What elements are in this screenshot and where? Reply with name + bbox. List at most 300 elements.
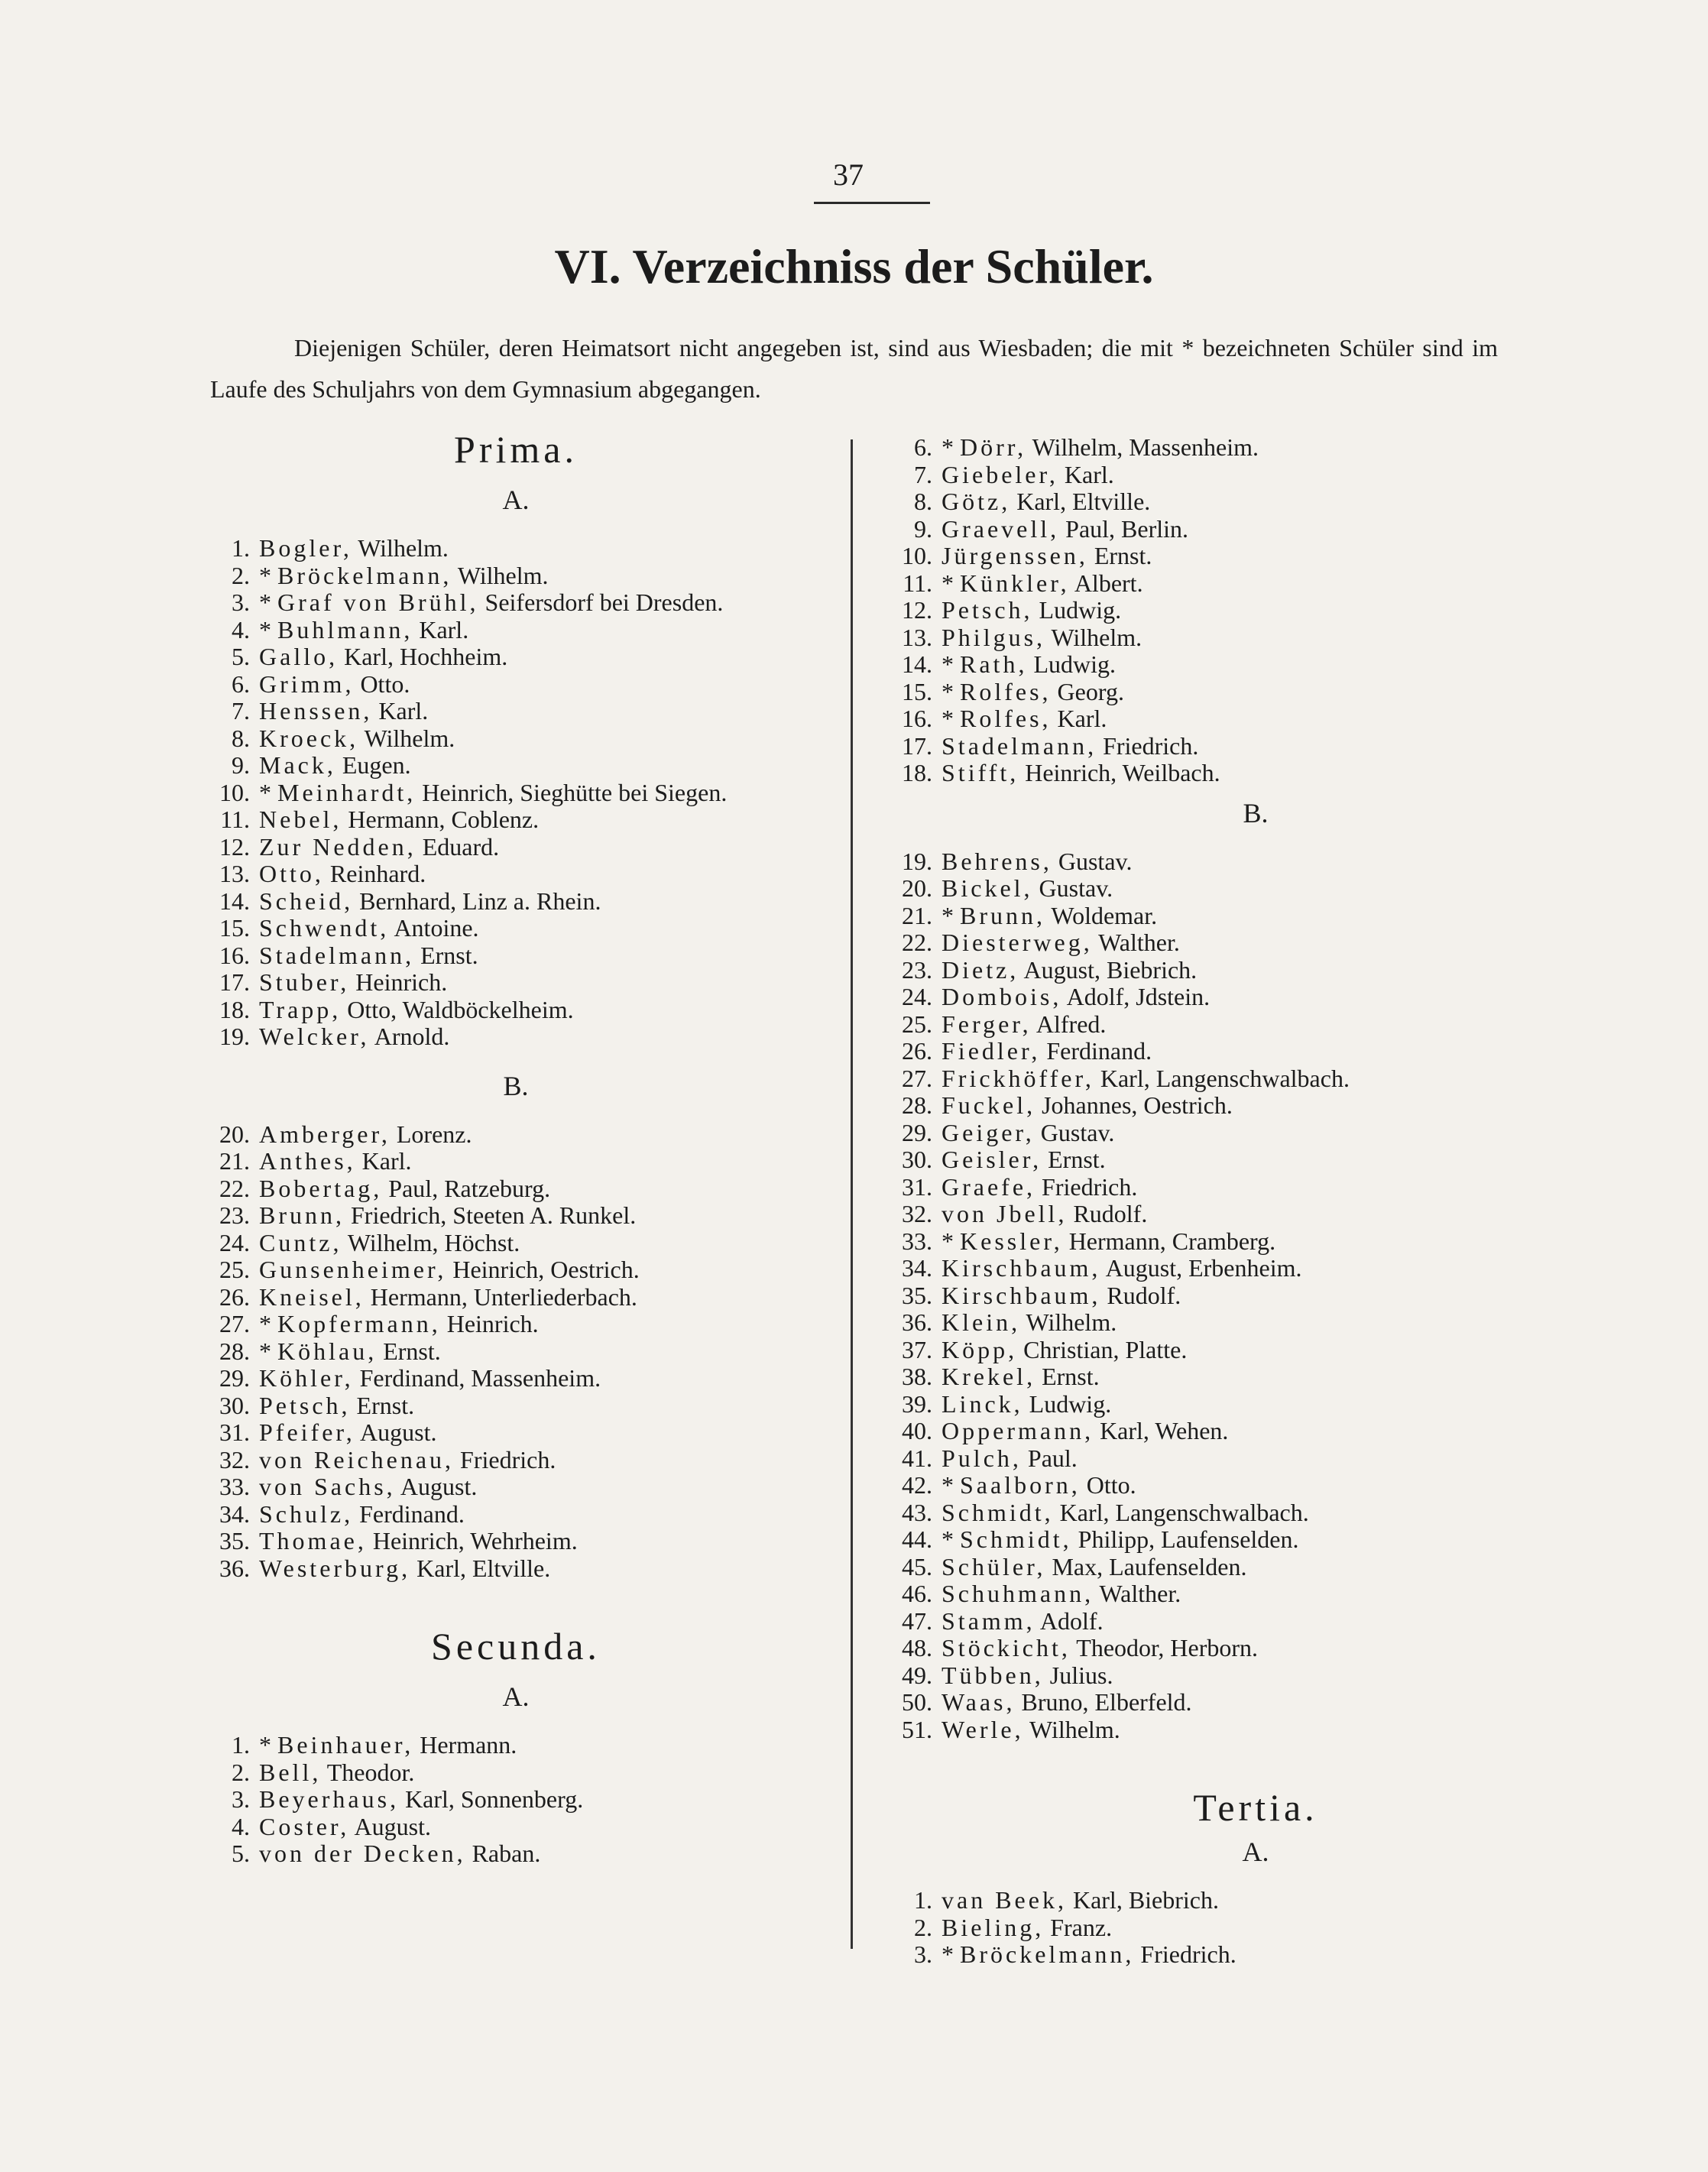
student-entry [893, 488, 1504, 516]
entry-number: 34. [219, 1499, 250, 1528]
student-details: Karl, Biebrich. [1066, 1886, 1219, 1914]
entry-number: 11. [903, 569, 932, 597]
student-surname: Philgus, [942, 623, 1046, 651]
withdrawn-mark: * [942, 650, 960, 678]
entry-number: 8. [914, 488, 932, 515]
student-entry [893, 679, 1504, 706]
entry-number: 10. [902, 542, 932, 569]
student-entry [210, 1392, 822, 1420]
entry-number: 33. [219, 1473, 250, 1500]
student-surname: von der Decken, [259, 1840, 466, 1867]
student-details: Ernst. [350, 1391, 415, 1419]
student-details: Ludwig. [1032, 596, 1122, 624]
student-details: Adolf. [1035, 1606, 1104, 1635]
withdrawn-mark: * [259, 1731, 277, 1759]
entry-number: 13. [219, 860, 250, 887]
student-entry [893, 1445, 1504, 1473]
entry-number: 45. [902, 1552, 932, 1580]
student-surname: Petsch, [259, 1391, 351, 1419]
student-details: Ernst. [1042, 1146, 1106, 1173]
student-details: August, Erbenheim. [1100, 1254, 1302, 1282]
student-surname: Giebeler, [942, 460, 1058, 488]
entry-number: 21. [902, 901, 932, 929]
student-entry [210, 888, 822, 916]
student-surname: Petsch, [942, 596, 1033, 624]
student-details: Karl. [355, 1147, 412, 1175]
entry-number: 39. [902, 1389, 932, 1418]
student-details: Karl, Eltville. [1010, 488, 1151, 515]
student-details: Karl, Hochheim. [338, 643, 508, 670]
student-entry [210, 915, 822, 942]
student-entry [210, 1501, 822, 1529]
student-entry [893, 984, 1504, 1011]
student-entry [210, 752, 822, 780]
student-surname: Trapp, [259, 995, 342, 1023]
entry-number: 43. [902, 1498, 932, 1526]
entry-number: 5. [232, 643, 250, 670]
student-entry [893, 1038, 1504, 1065]
student-surname: Gallo, [259, 643, 339, 670]
entry-number: 28. [902, 1091, 932, 1119]
student-surname: Kessler, [960, 1227, 1063, 1255]
right-column [893, 434, 1504, 1969]
student-surname: Götz, [942, 488, 1011, 515]
student-entry [893, 1689, 1504, 1717]
student-details: Wilhelm, Höchst. [342, 1228, 520, 1256]
student-details: Karl. [1058, 460, 1114, 488]
entry-number: 14. [219, 887, 250, 915]
entry-number: 34. [902, 1254, 932, 1282]
student-details: Walther. [1094, 1580, 1181, 1607]
student-details: Woldemar. [1045, 901, 1158, 929]
entry-number: 36. [219, 1554, 250, 1582]
entry-number: 4. [232, 1812, 250, 1840]
student-entry [210, 1148, 822, 1175]
student-entry [893, 1887, 1504, 1914]
student-surname: Künkler, [960, 569, 1070, 597]
entry-number: 6. [232, 669, 250, 698]
entry-number: 7. [914, 460, 932, 488]
student-entry [210, 725, 822, 753]
student-surname: Diesterweg, [942, 929, 1093, 956]
withdrawn-mark: * [259, 615, 277, 643]
student-details: Reinhard. [323, 860, 426, 887]
tertia-heading: Tertia. [1193, 1786, 1318, 1829]
student-entry [210, 1473, 822, 1501]
student-details: Heinrich, Wehrheim. [366, 1527, 578, 1554]
student-entry [893, 1363, 1504, 1391]
student-entry [210, 617, 822, 644]
student-entry [210, 1365, 822, 1392]
entry-number: 16. [219, 941, 250, 969]
student-entry [210, 834, 822, 861]
student-entry [893, 1580, 1504, 1608]
withdrawn-mark: * [942, 1471, 960, 1499]
student-surname: Bell, [259, 1758, 322, 1786]
student-surname: Bickel, [942, 874, 1033, 902]
student-entry [210, 969, 822, 997]
student-entry [893, 929, 1504, 957]
entry-number: 25. [219, 1256, 250, 1283]
student-entry [210, 942, 822, 970]
student-surname: Linck, [942, 1389, 1023, 1418]
student-details: Karl. [1051, 705, 1107, 732]
student-entry [210, 780, 822, 807]
tertia-a-list [893, 1887, 1504, 1969]
withdrawn-mark: * [942, 1525, 960, 1553]
entry-number: 15. [902, 677, 932, 705]
student-surname: Schüler, [942, 1552, 1046, 1580]
student-entry [210, 1311, 822, 1338]
student-details: Julius. [1043, 1661, 1113, 1689]
student-surname: Schuhmann, [942, 1580, 1094, 1607]
student-entry [893, 1092, 1504, 1120]
student-details: Raban. [465, 1840, 541, 1867]
student-entry [893, 903, 1504, 930]
student-entry [893, 624, 1504, 652]
student-details: August. [349, 1812, 431, 1840]
student-details: Eduard. [416, 832, 500, 861]
student-surname: Meinhardt, [277, 778, 416, 806]
student-details: Wilhelm. [1023, 1715, 1120, 1743]
student-details: August. [395, 1473, 478, 1500]
withdrawn-mark: * [942, 1940, 960, 1968]
student-entry [893, 1499, 1504, 1527]
student-entry [210, 1419, 822, 1447]
left-column [210, 425, 822, 1868]
student-details: Franz. [1044, 1913, 1113, 1941]
student-surname: Amberger, [259, 1120, 391, 1148]
student-surname: von Sachs, [259, 1473, 396, 1500]
student-details: Paul, Berlin. [1059, 514, 1189, 543]
secunda-a-heading: A. [502, 1681, 530, 1712]
student-entry [893, 848, 1504, 876]
student-entry [893, 1201, 1504, 1228]
student-entry [893, 543, 1504, 570]
entry-number: 6. [914, 433, 932, 461]
student-details: Eugen. [335, 751, 411, 779]
entry-number: 16. [902, 705, 932, 732]
entry-number: 2. [232, 1758, 250, 1786]
entry-number: 38. [902, 1363, 932, 1390]
student-surname: Bröckelmann, [277, 561, 452, 589]
student-surname: Nebel, [259, 806, 342, 833]
entry-number: 1. [232, 534, 250, 562]
entry-number: 12. [902, 596, 932, 624]
student-surname: Stadelmann, [259, 941, 415, 969]
student-surname: Bieling, [942, 1913, 1045, 1941]
student-details: Alfred. [1031, 1010, 1107, 1038]
student-surname: Anthes, [259, 1147, 356, 1175]
entry-number: 29. [219, 1364, 250, 1392]
entry-number: 3. [232, 1785, 250, 1813]
student-details: Adolf, Jdstein. [1061, 983, 1211, 1010]
student-details: Christian, Platte. [1017, 1335, 1188, 1363]
student-entry [210, 1175, 822, 1203]
student-entry [893, 1174, 1504, 1201]
entry-number: 51. [902, 1715, 932, 1743]
student-entry [893, 1065, 1504, 1093]
student-surname: Kroeck, [259, 724, 359, 752]
entry-number: 19. [219, 1023, 250, 1050]
entry-number: 9. [232, 751, 250, 779]
student-surname: Rolfes, [960, 677, 1052, 705]
student-details: Wilhelm. [452, 561, 549, 589]
entry-number: 3. [232, 588, 250, 616]
student-surname: Zur Nedden, [259, 832, 416, 861]
student-surname: Schulz, [259, 1499, 354, 1528]
student-details: Karl, Eltville. [410, 1554, 551, 1582]
student-entry [893, 462, 1504, 489]
student-details: Hermann, Cramberg. [1062, 1227, 1276, 1255]
entry-number: 47. [902, 1606, 932, 1635]
student-details: Friedrich. [454, 1445, 556, 1473]
student-entry [893, 733, 1504, 760]
student-surname: Pfeifer, [259, 1418, 355, 1446]
student-surname: Kneisel, [259, 1282, 365, 1311]
entry-number: 17. [902, 731, 932, 760]
student-entry [893, 760, 1504, 787]
student-surname: Mack, [259, 751, 336, 779]
student-surname: Graevell, [942, 514, 1060, 543]
entry-number: 28. [219, 1337, 250, 1365]
student-surname: Köhler, [259, 1364, 354, 1392]
student-surname: Henssen, [259, 697, 373, 725]
secunda-a-list-part2 [893, 434, 1504, 787]
entry-number: 15. [219, 914, 250, 942]
student-surname: Cuntz, [259, 1228, 342, 1256]
student-entry [893, 1914, 1504, 1942]
student-surname: Schmidt, [960, 1525, 1072, 1553]
student-entry [210, 1121, 822, 1149]
student-surname: Fuckel, [942, 1091, 1036, 1119]
student-surname: Saalborn, [960, 1471, 1081, 1499]
student-entry [210, 1840, 822, 1868]
student-details: Karl, Wehen. [1094, 1417, 1229, 1444]
entry-number: 20. [219, 1120, 250, 1148]
student-surname: Geisler, [942, 1146, 1042, 1173]
student-details: Gustav. [1032, 874, 1113, 902]
student-entry [210, 1759, 822, 1787]
student-entry [210, 698, 822, 725]
student-surname: Dörr, [960, 433, 1027, 461]
student-entry [210, 806, 822, 834]
entry-number: 4. [232, 615, 250, 643]
entry-number: 11. [220, 806, 250, 833]
student-entry [893, 1717, 1504, 1744]
student-surname: Stuber, [259, 968, 350, 996]
student-entry [210, 562, 822, 590]
secunda-a-list-part1 [210, 1732, 822, 1868]
secunda-b-list [893, 848, 1504, 1744]
entry-number: 42. [902, 1471, 932, 1499]
prima-heading: Prima. [454, 428, 578, 471]
entry-number: 48. [902, 1634, 932, 1661]
student-surname: Dietz, [942, 955, 1019, 984]
student-entry [210, 1528, 822, 1555]
student-surname: Scheid, [259, 887, 354, 915]
student-details: Otto, Waldböckelheim. [341, 995, 574, 1023]
student-details: Albert. [1069, 569, 1143, 597]
withdrawn-mark: * [942, 901, 960, 929]
student-entry [210, 1447, 822, 1474]
student-entry [210, 643, 822, 671]
student-surname: von Reichenau, [259, 1445, 455, 1473]
student-surname: Schwendt, [259, 914, 390, 942]
student-details: Rudolf. [1100, 1281, 1181, 1309]
student-entry [893, 1337, 1504, 1364]
student-surname: Rolfes, [960, 705, 1052, 732]
student-details: Ferdinand. [1040, 1037, 1152, 1065]
student-surname: Coster, [259, 1812, 350, 1840]
student-entry [893, 1011, 1504, 1039]
student-entry [210, 1338, 822, 1366]
entry-number: 23. [219, 1201, 250, 1229]
student-details: August. [355, 1418, 437, 1446]
entry-number: 22. [902, 929, 932, 956]
student-entry [893, 570, 1504, 598]
student-surname: Welcker, [259, 1023, 370, 1050]
student-surname: Graefe, [942, 1172, 1036, 1201]
entry-number: 25. [902, 1010, 932, 1038]
entry-number: 18. [902, 759, 932, 786]
entry-number: 9. [914, 514, 932, 543]
student-details: Johannes, Oestrich. [1035, 1091, 1233, 1119]
entry-number: 19. [902, 847, 932, 875]
student-entry [210, 861, 822, 888]
student-surname: von Jbell, [942, 1200, 1068, 1227]
student-details: Heinrich. [440, 1310, 539, 1337]
entry-number: 46. [902, 1580, 932, 1607]
entry-number: 12. [219, 832, 250, 861]
entry-number: 41. [902, 1444, 932, 1472]
student-entry [893, 1662, 1504, 1690]
student-details: Gustav. [1034, 1118, 1115, 1146]
entry-number: 23. [902, 955, 932, 984]
student-details: Friedrich. [1035, 1172, 1138, 1201]
withdrawn-mark: * [259, 778, 277, 806]
student-entry [210, 1814, 822, 1841]
student-entry [893, 1309, 1504, 1337]
student-details: Karl. [413, 615, 469, 643]
prima-b-heading: B. [503, 1070, 529, 1101]
student-details: Wilhelm. [352, 534, 449, 562]
student-surname: Werle, [942, 1715, 1024, 1743]
withdrawn-mark: * [942, 677, 960, 705]
entry-number: 24. [902, 983, 932, 1010]
student-surname: Thomae, [259, 1527, 367, 1554]
entry-number: 36. [902, 1308, 932, 1336]
student-details: Ludwig. [1027, 650, 1116, 678]
student-entry [210, 1732, 822, 1759]
student-details: Wilhelm, Massenheim. [1026, 433, 1259, 461]
entry-number: 14. [902, 650, 932, 678]
student-entry [893, 1228, 1504, 1256]
entry-number: 33. [902, 1227, 932, 1255]
entry-number: 26. [219, 1282, 250, 1311]
student-surname: Stamm, [942, 1606, 1035, 1635]
student-details: Heinrich. [349, 968, 448, 996]
entry-number: 50. [902, 1688, 932, 1716]
student-details: Seifersdorf bei Dresden. [478, 588, 724, 616]
student-details: Paul, Ratzeburg. [382, 1174, 551, 1202]
student-entry [210, 589, 822, 617]
student-surname: Buhlmann, [277, 615, 413, 643]
student-details: Rudolf. [1067, 1200, 1148, 1227]
page-number-rule [814, 202, 930, 204]
entry-number: 32. [219, 1445, 250, 1473]
student-surname: Klein, [942, 1308, 1021, 1336]
entry-number: 37. [902, 1335, 932, 1363]
student-details: Antoine. [389, 914, 479, 942]
entry-number: 1. [914, 1886, 932, 1914]
intro-paragraph: Diejenigen Schüler, deren Heimatsort nicht angegeben ist, sind aus Wiesbaden; die mit * bezeichneten Schüler sind im Laufe des Schuljahrs von dem Gymnasium abgegangen. [210, 334, 1498, 403]
student-surname: Rath, [960, 650, 1028, 678]
student-details: Wilhelm. [1020, 1308, 1117, 1336]
entry-number: 24. [219, 1228, 250, 1256]
student-surname: Schmidt, [942, 1498, 1054, 1526]
student-details: Otto. [1080, 1471, 1136, 1499]
secunda-heading: Secunda. [431, 1625, 601, 1668]
student-surname: Bröckelmann, [960, 1940, 1135, 1968]
student-surname: Köhlau, [277, 1337, 378, 1365]
student-surname: Jürgenssen, [942, 542, 1088, 569]
student-entry [893, 1941, 1504, 1969]
student-entry [893, 1472, 1504, 1499]
student-surname: Kirschbaum, [942, 1254, 1101, 1282]
entry-number: 27. [219, 1310, 250, 1337]
student-entry [893, 1146, 1504, 1174]
student-surname: Frickhöffer, [942, 1064, 1094, 1092]
entry-number: 20. [902, 874, 932, 902]
student-entry [893, 597, 1504, 624]
student-entry [893, 1418, 1504, 1445]
student-surname: Kopfermann, [277, 1310, 441, 1337]
student-details: Ferdinand, Massenheim. [353, 1364, 601, 1392]
entry-number: 3. [914, 1940, 932, 1968]
student-details: Karl, Langenschwalbach. [1053, 1498, 1309, 1526]
student-details: Hermann. [413, 1731, 517, 1759]
student-details: Ernst. [1087, 542, 1152, 569]
student-surname: Bobertag, [259, 1174, 383, 1202]
entry-number: 31. [219, 1418, 250, 1446]
student-entry [210, 535, 822, 562]
student-details: Heinrich, Oestrich. [446, 1256, 640, 1283]
student-surname: Gunsenheimer, [259, 1256, 447, 1283]
entry-number: 49. [902, 1661, 932, 1689]
student-details: Wilhelm. [358, 724, 455, 752]
entry-number: 35. [219, 1527, 250, 1554]
entry-number: 8. [232, 724, 250, 752]
student-surname: Brunn, [259, 1201, 345, 1229]
student-details: Philipp, Laufenselden. [1071, 1525, 1299, 1553]
entry-number: 2. [914, 1913, 932, 1941]
student-surname: Kirschbaum, [942, 1281, 1101, 1309]
student-details: Wilhelm. [1045, 623, 1142, 651]
student-entry [893, 1526, 1504, 1554]
student-details: Hermann, Coblenz. [342, 806, 540, 833]
tertia-a-heading: A. [1242, 1836, 1269, 1867]
student-entry [210, 1023, 822, 1051]
student-surname: Oppermann, [942, 1417, 1094, 1444]
student-surname: Bogler, [259, 534, 352, 562]
prima-b-list [210, 1121, 822, 1583]
student-details: Theodor. [321, 1758, 415, 1786]
withdrawn-mark: * [942, 705, 960, 732]
student-details: Ernst. [1035, 1363, 1100, 1390]
student-entry [893, 1391, 1504, 1418]
student-details: Ernst. [414, 941, 478, 969]
